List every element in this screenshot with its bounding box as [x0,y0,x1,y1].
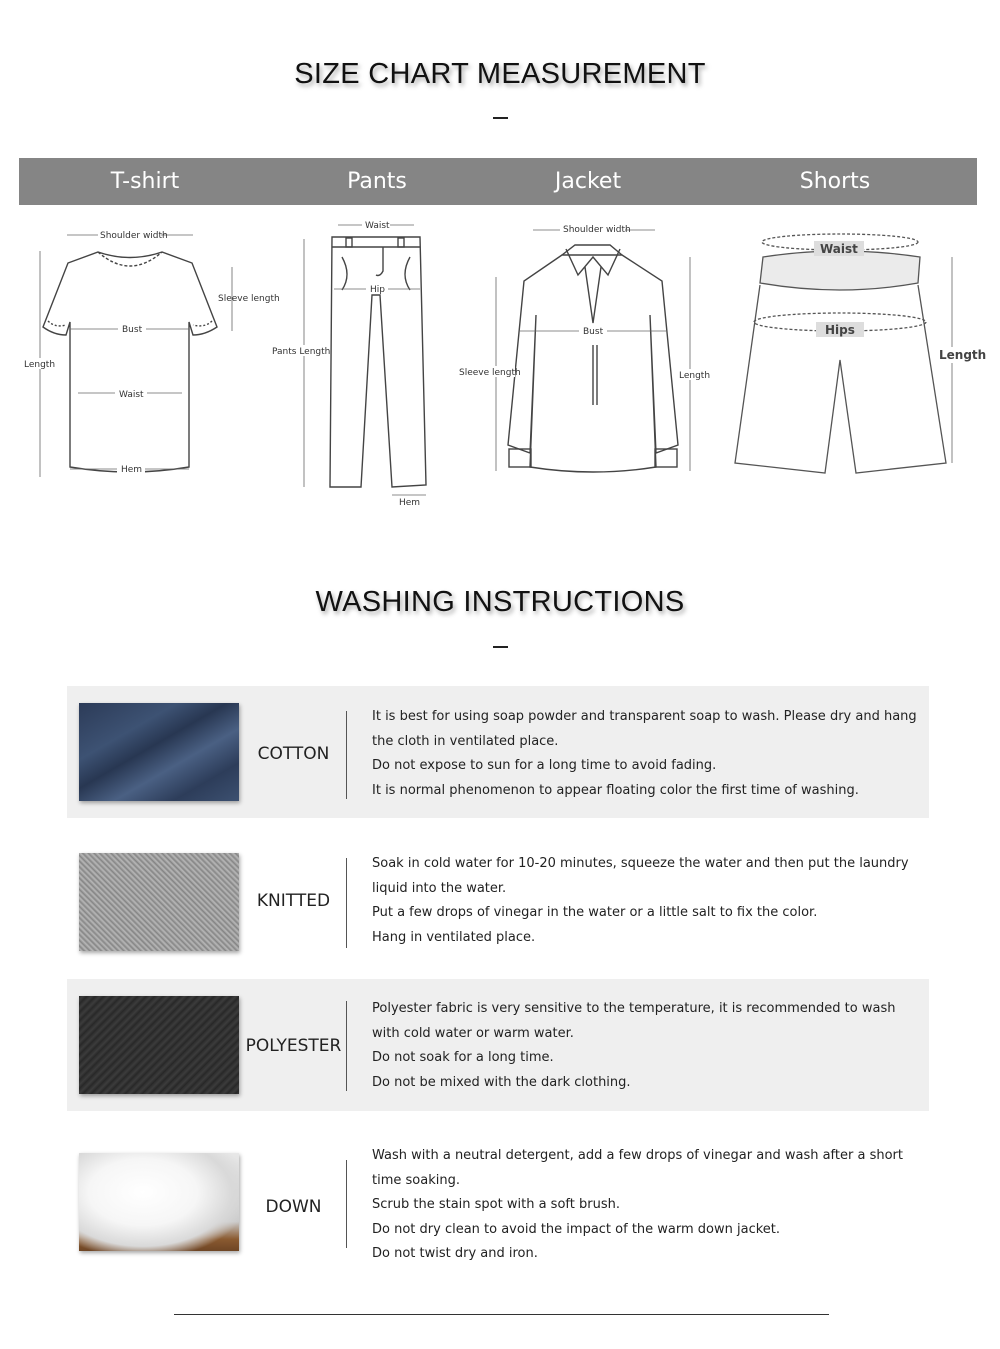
instruction-line: Hang in ventilated place. [372,929,536,945]
category-jacket: Jacket [554,169,622,194]
pants-measure-lines [304,225,426,495]
jacket-length-label: Length [679,371,711,381]
instruction-line: Do not dry clean to avoid the impact of the warm down jacket. [372,1221,781,1237]
garment-diagrams [0,205,1000,515]
jacket-sleeve-label: Sleeve length [459,368,521,378]
jacket-labels [457,223,710,381]
pants-hem-label: Hem [399,498,421,508]
fabric-instructions [372,997,927,1095]
washing-title: WASHING INSTRUCTIONS [315,586,685,618]
tshirt-bust-label: Bust [122,325,143,335]
category-pants: Pants [347,169,407,194]
instruction-line: Polyester fabric is very sensitive to the temperature, it is recommended to wash with cold water or warm water. [372,1001,896,1041]
title-dash [493,117,508,119]
tshirt-waist-label: Waist [119,390,144,400]
instruction-line: Do not soak for a long time. [372,1050,554,1066]
jacket-bust-label: Bust [583,327,604,337]
tshirt-measure-lines [40,235,232,477]
tshirt-labels [20,229,280,475]
tshirt-shoulder-label: Shoulder width [100,231,168,241]
jacket-shoulder-label: Shoulder width [563,225,631,235]
divider-line [346,1001,347,1091]
category-bar [19,158,977,205]
instruction-line: It is best for using soap powder and transparent soap to wash. Please dry and hang the cloth in ventilated place. [372,709,917,749]
category-shorts: Shorts [799,169,871,194]
shorts-hips-label: Hips [825,323,855,337]
washing-row-knitted [67,833,929,965]
shorts-waist-label: Waist [820,242,858,256]
grey-knit-swatch [79,853,239,951]
instruction-line: Do not be mixed with the dark clothing. [372,1074,631,1090]
washing-row-cotton [67,686,929,818]
fabric-name: KNITTED [256,891,331,911]
white-down-swatch [79,1153,239,1251]
fabric-name: COTTON [257,744,330,764]
pants-waist-label: Waist [365,221,390,231]
pants-length-label: Pants Length [272,347,331,357]
fabric-instructions [372,1144,927,1267]
dark-polyester-swatch [79,996,239,1094]
tshirt-diagram [43,252,217,472]
fabric-instructions [372,705,927,803]
tshirt-hem-label: Hem [121,465,143,475]
divider-line [346,1160,347,1248]
washing-row-down [67,1125,929,1275]
fabric-name: POLYESTER [245,1036,342,1056]
instruction-line: Wash with a neutral detergent, add a few drops of vinegar and wash after a short time soaking. [372,1148,903,1188]
instruction-line: Do not expose to sun for a long time to avoid fading. [372,758,717,774]
size-chart-title: SIZE CHART MEASUREMENT [294,58,706,90]
divider-line [346,711,347,799]
navy-cotton-swatch [79,703,239,801]
instruction-line: Soak in cold water for 10-20 minutes, squeeze the water and then put the laundry liquid into the water. [372,856,909,896]
washing-row-polyester [67,979,929,1111]
instruction-line: Do not twist dry and iron. [372,1246,538,1262]
tshirt-length-label: Length [24,360,56,370]
tshirt-sleeve-label: Sleeve length [218,294,280,304]
category-tshirt: T-shirt [110,169,180,194]
pants-hip-label: Hip [370,285,385,295]
shorts-diagram [735,234,946,473]
instruction-line: Put a few drops of vinegar in the water or a little salt to fix the color. [372,905,818,921]
divider-line [346,858,347,948]
footer-divider [174,1314,829,1315]
washing-title-dash [493,646,508,648]
pants-diagram [330,237,426,487]
instruction-line: It is normal phenomenon to appear floating color the first time of washing. [372,782,859,798]
instruction-line: Scrub the stain spot with a soft brush. [372,1197,620,1213]
fabric-name: DOWN [265,1197,322,1217]
jacket-diagram [508,245,678,472]
fabric-instructions [372,852,927,950]
shorts-length-label: Length [939,348,987,362]
